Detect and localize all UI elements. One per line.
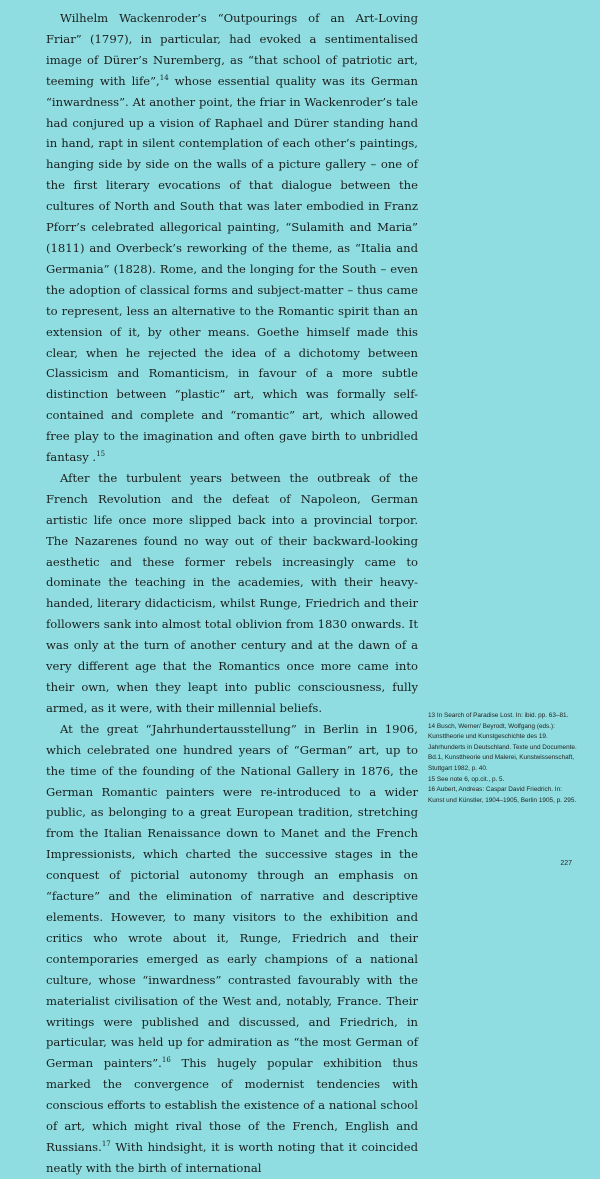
footnotes bbox=[428, 711, 578, 806]
paragraph-3-text-c: With hindsight, it is worth noting that it coincided neatly with the birth of international bbox=[46, 1139, 418, 1175]
page-number: 227 bbox=[560, 860, 572, 867]
footnote-ref-17[interactable]: 17 bbox=[101, 1140, 111, 1149]
footnote-15: 15 See note 6, op.cit., p. 5. bbox=[428, 775, 505, 783]
footnote-ref-16[interactable]: 16 bbox=[161, 1056, 171, 1065]
paragraph-1 bbox=[46, 8, 418, 468]
paragraph-1-text-b: whose essential quality was its German “inwardness”. At another point, the friar in Wackenroder’s tale had conjured up a vision of Raphael and Dürer standing hand in hand, rapt in silent contemplation of each other’s paintings, hanging side by side on the walls of a picture gallery – one of the first literary evocations of that dialogue between the cultures of North and South that was later embodied in Franz Pforr’s celebrated allegorical painting, “Sulamith and Maria” (1811) and Overbeck’s reworking of the theme, as “Italia and Germania” (1828). Rome, and the longing for the South – even the adoption of classical forms and subject-matter – thus came to represent, less an alternative to the Romantic spirit than an extension of it, by other means. Goethe himself made this clear, when he rejected the idea of a dichotomy between Classicism and Romanticism, in favour of a more subtle distinction between “plastic” art, which was formally self-contained and complete and “romantic” art, which allowed free play to the imagination and often gave birth to unbridled fantasy . bbox=[46, 73, 419, 465]
footnote-13: 13 In Search of Paradise Lost. In: ibid. pp. 63–81. bbox=[428, 712, 569, 719]
footnote-14: 14 Busch, Werner/ Beyrodt, Wolfgang (eds.): Kunsttheorie und Kunstgeschichte des 19. Jahrhunderts in Deutschland. Texte und Documente. Bd.1, Kunsttheorie und Malerei, Kunstwissenschaft, Stuttgart 1982, p. 40. bbox=[428, 722, 577, 772]
paragraph-2: After the turbulent years between the outbreak of the French Revolution and the defeat of Napoleon, German artistic life once more slipped back into a provincial torpor. The Nazarenes found no way out of their backward-looking aesthetic and these former rebels increasingly came to dominate the teaching in the academies, with their heavy-handed, literary didacticism, whilst Runge, Friedrich and their followers sank into almost total oblivion from 1830 onwards. It was only at the turn of another century and at the dawn of a very different age that the Romantics once more came into their own, when they leapt into public consciousness, fully armed, as it were, with their millennial beliefs. bbox=[46, 470, 418, 715]
footnote-16: 16 Aubert, Andreas: Caspar David Friedrich. In: Kunst und Künstler, 1904–1905, Berlin 1905, p. 295. bbox=[428, 786, 577, 804]
paragraph-3-text-a: At the great “Jahrhundertausstellung” in Berlin in 1906, which celebrated one hundred years of “German” art, up to the time of the founding of the National Gallery in 1876, the German Romantic painters were re-introduced to a wider public, as belonging to a great European tradition, stretching from the Italian Renaissance down to Manet and the French Impressionists, which charted the successive stages in the conquest of pictorial autonomy through an emphasis on “facture” and the elimination of narrative and descriptive elements. However, to many visitors to the exhibition and critics who wrote about it, Runge, Friedrich and their contemporaries emerged as early champions of a national culture, whose “inwardness” contrasted favourably with the materialist civilisation of the West and, notably, France. Their writings were published and discussed, and Friedrich, in particular, was held up for admiration as “the most German of German painters”. bbox=[46, 721, 418, 1071]
footnote-ref-14[interactable]: 14 bbox=[159, 73, 169, 82]
paragraph-3 bbox=[46, 719, 418, 1179]
paragraph-1-text-a: Wilhelm Wackenroder’s “Outpourings of an Art-Loving Friar” (1797), in particular, had evoked a sentimentalised image of Dürer’s Nuremberg, as “that school of patriotic art, teeming with life”, bbox=[46, 11, 418, 88]
main-text-column bbox=[46, 8, 418, 1179]
footnote-ref-15[interactable]: 15 bbox=[96, 450, 106, 459]
paragraph-3-text-b: This hugely popular exhibition thus marked the convergence of modernist tendencies with conscious efforts to establish the existence of a national school of art, which might rival those of the French, English and Russians. bbox=[46, 1056, 419, 1154]
